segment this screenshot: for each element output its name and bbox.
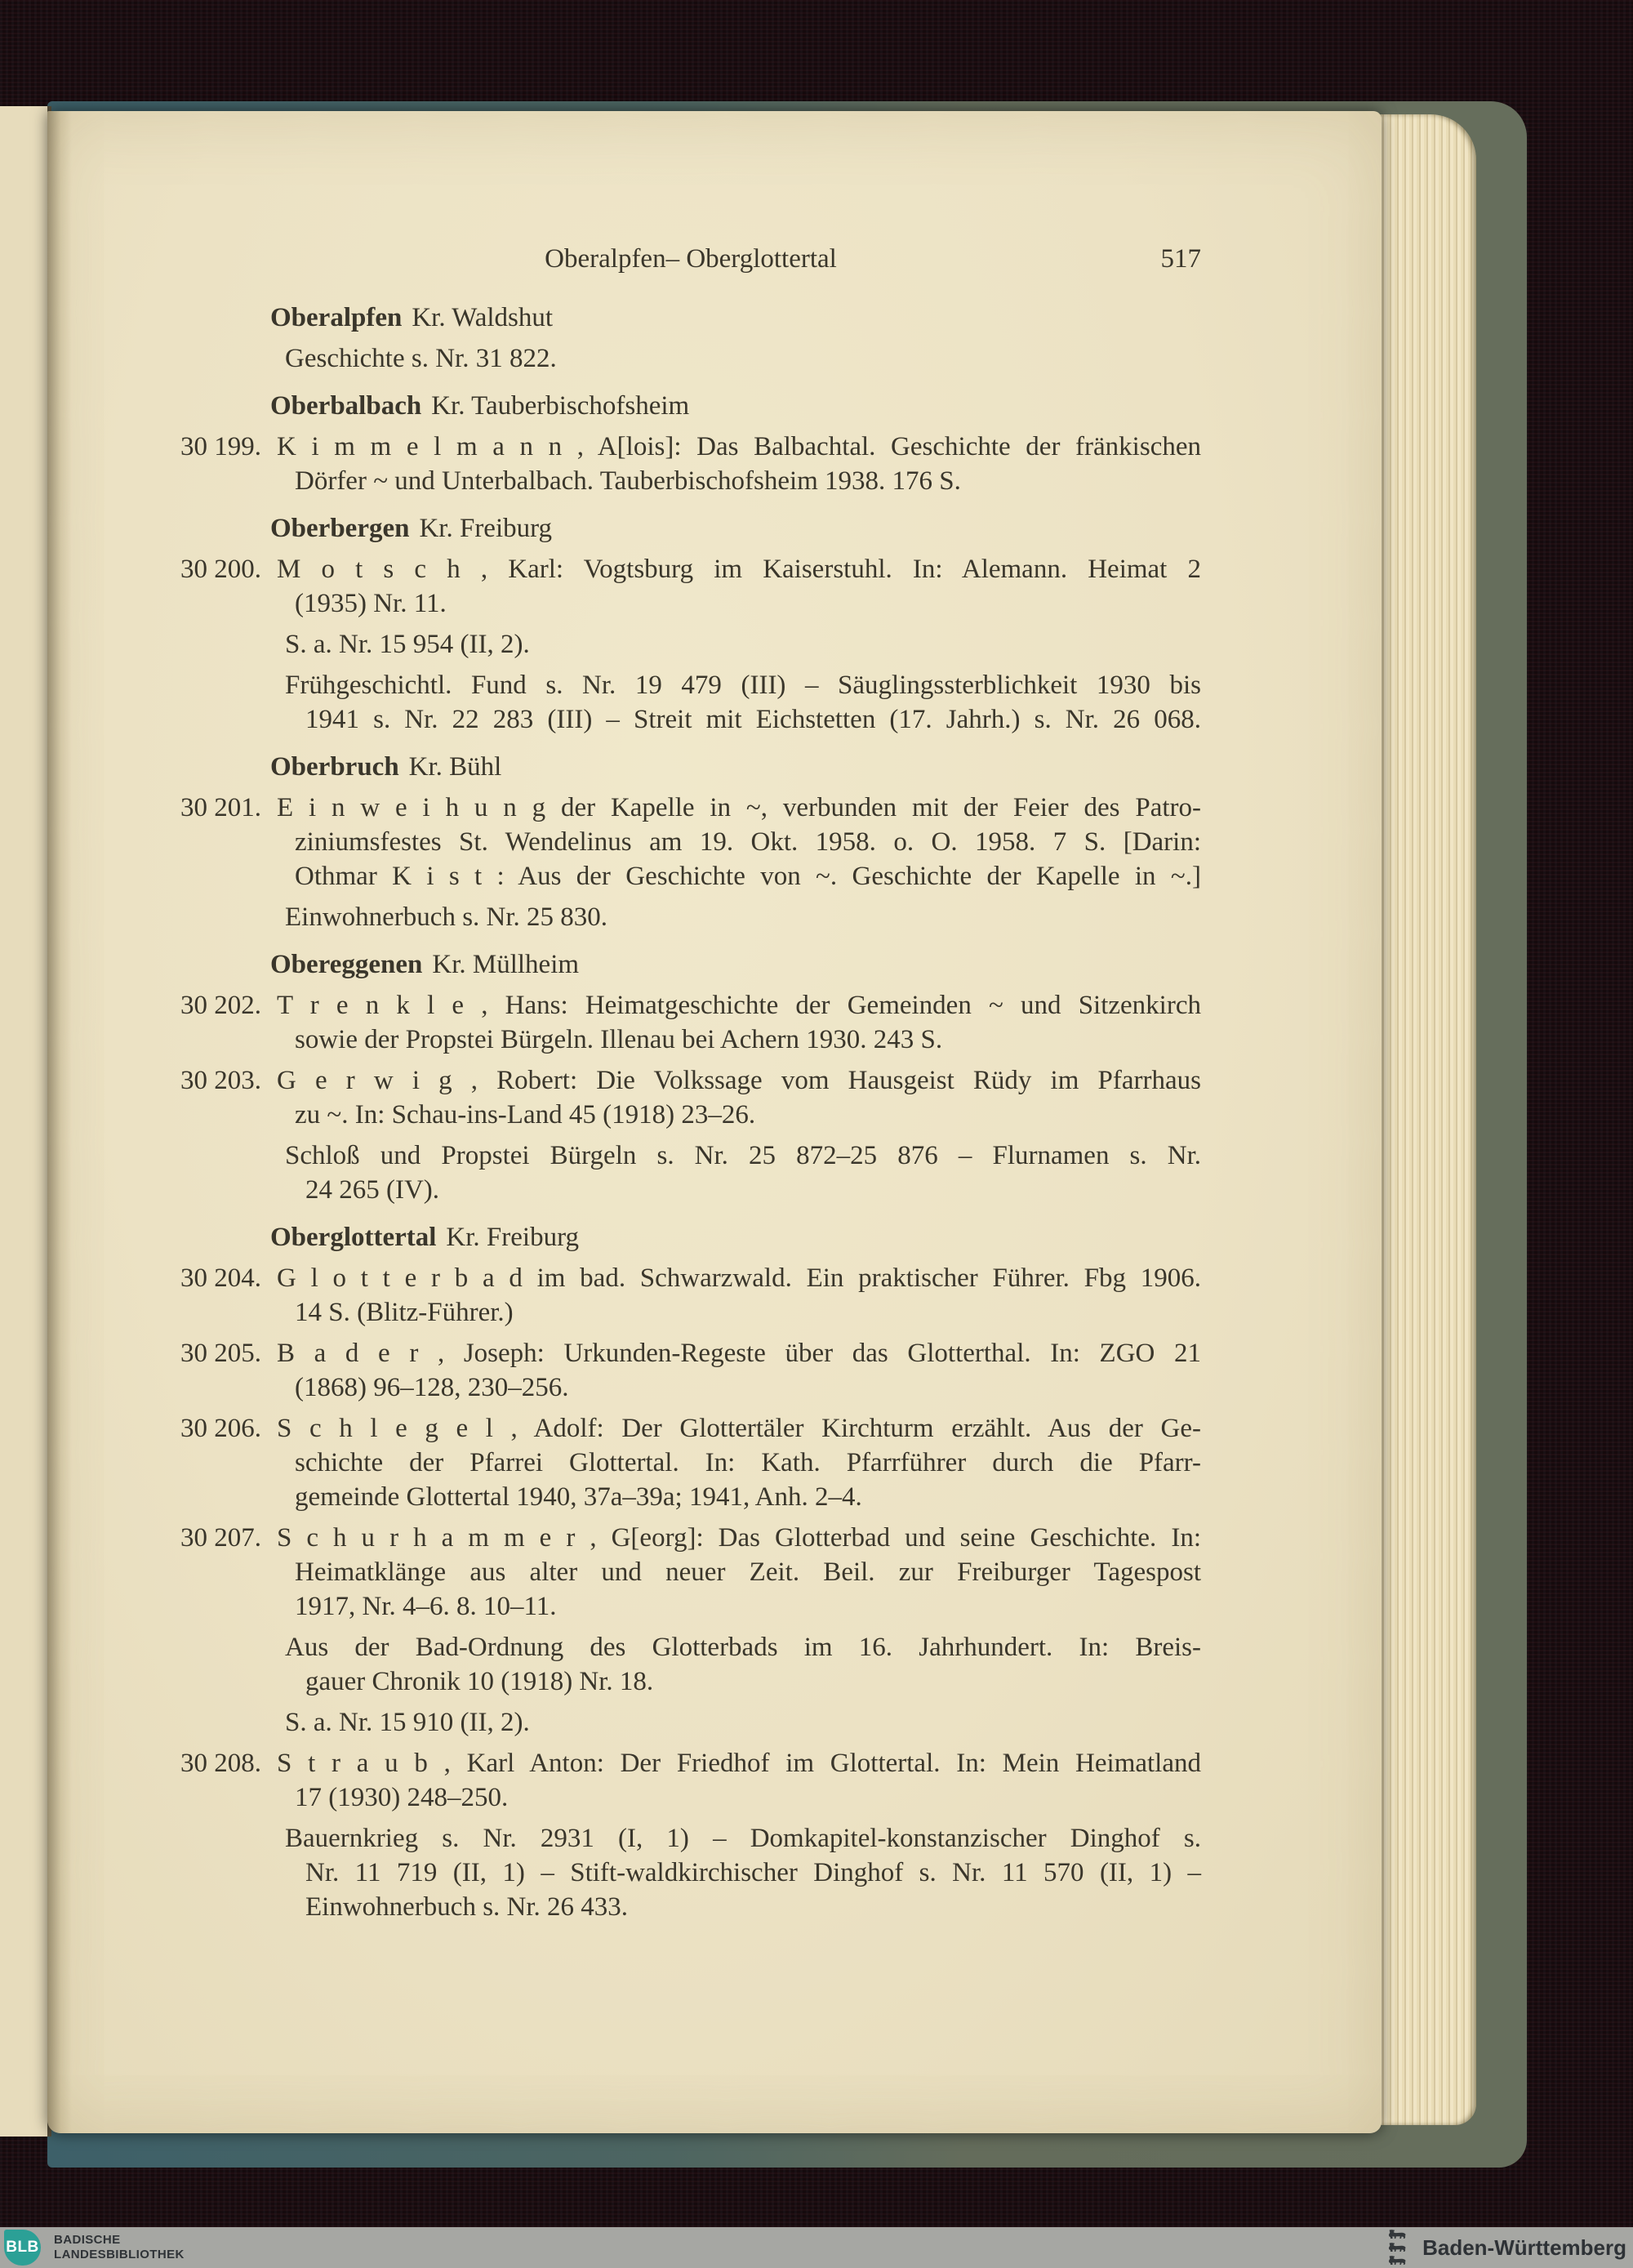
text-line: Schloß und Propstei Bürgeln s. Nr. 25 872–25 876 – Flurnamen s. Nr. bbox=[285, 1141, 1201, 1170]
place-name: Oberglottertal bbox=[270, 1223, 437, 1252]
entry-body bbox=[277, 1521, 1201, 1624]
entry-number: 30 207. bbox=[180, 1523, 261, 1553]
entry-number: 30 202. bbox=[180, 991, 261, 1020]
entry-body bbox=[277, 1063, 1201, 1132]
text-line: E i n w e i h u n g der Kapelle in ~, verbunden mit der Feier des Patro- bbox=[277, 793, 1201, 822]
library-branding bbox=[4, 2230, 185, 2266]
text-line: schichte der Pfarrei Glottertal. In: Kath. Pfarrführer durch die Pfarr- bbox=[295, 1448, 1201, 1477]
reference-paragraph bbox=[180, 668, 1201, 737]
reference-paragraph bbox=[180, 1630, 1201, 1699]
reference-paragraph bbox=[180, 341, 1201, 376]
state-branding bbox=[1383, 2227, 1626, 2268]
library-name bbox=[54, 2233, 185, 2262]
library-name-line2: LANDESBIBLIOTHEK bbox=[54, 2248, 185, 2261]
entry-number: 30 200. bbox=[180, 555, 261, 584]
district-name: Kr. Müllheim bbox=[432, 950, 580, 979]
reference-paragraph bbox=[180, 900, 1201, 934]
district-name: Kr. Freiburg bbox=[446, 1223, 579, 1252]
bibliography-entry bbox=[180, 1063, 1201, 1132]
section-heading bbox=[180, 301, 1201, 335]
bibliography-entry bbox=[180, 791, 1201, 893]
section-heading bbox=[180, 511, 1201, 546]
left-page-edge bbox=[0, 106, 51, 2137]
bibliography-entry bbox=[180, 988, 1201, 1057]
section-heading bbox=[180, 750, 1201, 784]
entry-number: 30 208. bbox=[180, 1749, 261, 1778]
entry-body bbox=[277, 1336, 1201, 1405]
section-heading bbox=[180, 389, 1201, 423]
text-line: Heimatklänge aus alter und neuer Zeit. Beil. zur Freiburger Tagespost bbox=[295, 1557, 1201, 1587]
text-line: 24 265 (IV). bbox=[305, 1175, 440, 1205]
text-line: Aus der Bad-Ordnung des Glotterbads im 16. Jahrhundert. In: Breis- bbox=[285, 1633, 1201, 1662]
page-header bbox=[180, 242, 1201, 276]
text-line: Dörfer ~ und Unterbalbach. Tauberbischofsheim 1938. 176 S. bbox=[295, 466, 961, 496]
running-title: Oberalpfen– Oberglottertal bbox=[545, 244, 837, 274]
text-line: Einwohnerbuch s. Nr. 26 433. bbox=[305, 1892, 629, 1922]
place-name: Oberbruch bbox=[270, 752, 399, 782]
text-line: S. a. Nr. 15 910 (II, 2). bbox=[285, 1708, 530, 1737]
bibliography-entry bbox=[180, 552, 1201, 621]
bibliography-entry bbox=[180, 1336, 1201, 1405]
text-line: S c h u r h a m m e r , G[eorg]: Das Glotterbad und seine Geschichte. In: bbox=[277, 1523, 1201, 1553]
text-line: S. a. Nr. 15 954 (II, 2). bbox=[285, 630, 530, 659]
page-stack-fore-edge bbox=[1380, 114, 1476, 2125]
entry-number: 30 199. bbox=[180, 432, 261, 461]
page-content bbox=[180, 242, 1201, 1924]
text-line: Geschichte s. Nr. 31 822. bbox=[285, 344, 557, 373]
text-line: M o t s c h , Karl: Vogtsburg im Kaiserstuhl. In: Alemann. Heimat 2 bbox=[277, 555, 1201, 584]
section-heading bbox=[180, 1220, 1201, 1254]
state-wordmark: Baden-Württemberg bbox=[1422, 2235, 1626, 2260]
entry-body bbox=[277, 791, 1201, 893]
text-line: Nr. 11 719 (II, 1) – Stift-waldkirchischer Dinghof s. Nr. 11 570 (II, 1) – bbox=[305, 1858, 1201, 1887]
text-line: Bauernkrieg s. Nr. 2931 (I, 1) – Domkapitel-konstanzischer Dinghof s. bbox=[285, 1824, 1201, 1853]
bibliography-content bbox=[180, 301, 1201, 1924]
text-line: 17 (1930) 248–250. bbox=[295, 1783, 509, 1812]
place-name: Obereggenen bbox=[270, 950, 423, 979]
bibliography-entry bbox=[180, 1411, 1201, 1514]
entry-body bbox=[277, 1411, 1201, 1514]
district-name: Kr. Tauberbischofsheim bbox=[431, 391, 690, 421]
reference-paragraph bbox=[180, 627, 1201, 662]
text-line: 1941 s. Nr. 22 283 (III) – Streit mit Eichstetten (17. Jahrh.) s. Nr. 26 068. bbox=[305, 705, 1201, 734]
book-page bbox=[47, 111, 1382, 2133]
text-line: sowie der Propstei Bürgeln. Illenau bei Achern 1930. 243 S. bbox=[295, 1025, 943, 1054]
bibliography-entry bbox=[180, 1746, 1201, 1815]
entry-number: 30 201. bbox=[180, 793, 261, 822]
text-line: zu ~. In: Schau-ins-Land 45 (1918) 23–26. bbox=[295, 1100, 756, 1130]
text-line: gemeinde Glottertal 1940, 37a–39a; 1941, Anh. 2–4. bbox=[295, 1482, 862, 1512]
place-name: Oberalpfen bbox=[270, 303, 403, 332]
three-lions-icon bbox=[1383, 2228, 1413, 2267]
text-line: Einwohnerbuch s. Nr. 25 830. bbox=[285, 902, 608, 932]
district-name: Kr. Freiburg bbox=[419, 514, 553, 543]
entry-body bbox=[277, 552, 1201, 621]
district-name: Kr. Bühl bbox=[408, 752, 502, 782]
entry-number: 30 203. bbox=[180, 1066, 261, 1095]
text-line: 14 S. (Blitz-Führer.) bbox=[295, 1298, 514, 1327]
entry-number: 30 205. bbox=[180, 1339, 261, 1368]
section-heading bbox=[180, 947, 1201, 982]
gutter-shadow bbox=[47, 111, 72, 2133]
text-line: K i m m e l m a n n , A[lois]: Das Balbachtal. Geschichte der fränkischen bbox=[277, 432, 1201, 461]
blb-logo-text: BLB bbox=[6, 2239, 39, 2256]
text-line: T r e n k l e , Hans: Heimatgeschichte der Gemeinden ~ und Sitzenkirch bbox=[277, 991, 1201, 1020]
text-line: G l o t t e r b a d im bad. Schwarzwald. Ein praktischer Führer. Fbg 1906. bbox=[277, 1263, 1201, 1293]
entry-body bbox=[277, 1746, 1201, 1815]
text-line: 1917, Nr. 4–6. 8. 10–11. bbox=[295, 1592, 557, 1621]
place-name: Oberbergen bbox=[270, 514, 410, 543]
entry-body bbox=[277, 1261, 1201, 1330]
text-line: gauer Chronik 10 (1918) Nr. 18. bbox=[305, 1667, 654, 1696]
bibliography-entry bbox=[180, 1521, 1201, 1624]
footer-bar bbox=[0, 2227, 1633, 2268]
blb-logo-icon bbox=[4, 2230, 41, 2266]
text-line: B a d e r , Joseph: Urkunden-Regeste über das Glotterthal. In: ZGO 21 bbox=[277, 1339, 1201, 1368]
entry-body bbox=[277, 430, 1201, 498]
reference-paragraph bbox=[180, 1138, 1201, 1207]
text-line: Othmar K i s t : Aus der Geschichte von ~. Geschichte der Kapelle in ~.] bbox=[295, 862, 1201, 891]
reference-paragraph bbox=[180, 1821, 1201, 1924]
entry-number: 30 204. bbox=[180, 1263, 261, 1293]
text-line: S c h l e g e l , Adolf: Der Glottertäler Kirchturm erzählt. Aus der Ge- bbox=[277, 1414, 1201, 1443]
text-line: S t r a u b , Karl Anton: Der Friedhof im Glottertal. In: Mein Heimatland bbox=[277, 1749, 1201, 1778]
entry-body bbox=[277, 988, 1201, 1057]
bibliography-entry bbox=[180, 430, 1201, 498]
entry-number: 30 206. bbox=[180, 1414, 261, 1443]
page-number: 517 bbox=[1160, 244, 1201, 274]
bibliography-entry bbox=[180, 1261, 1201, 1330]
district-name: Kr. Waldshut bbox=[412, 303, 554, 332]
text-line: Frühgeschichtl. Fund s. Nr. 19 479 (III) – Säuglingssterblichkeit 1930 bis bbox=[285, 671, 1201, 700]
text-line: (1868) 96–128, 230–256. bbox=[295, 1373, 569, 1402]
text-line: ziniumsfestes St. Wendelinus am 19. Okt. 1958. o. O. 1958. 7 S. [Darin: bbox=[295, 827, 1201, 857]
place-name: Oberbalbach bbox=[270, 391, 422, 421]
library-name-line1: BADISCHE bbox=[54, 2233, 121, 2247]
text-line: (1935) Nr. 11. bbox=[295, 589, 447, 618]
text-line: G e r w i g , Robert: Die Volkssage vom Hausgeist Rüdy im Pfarrhaus bbox=[277, 1066, 1201, 1095]
reference-paragraph bbox=[180, 1705, 1201, 1740]
